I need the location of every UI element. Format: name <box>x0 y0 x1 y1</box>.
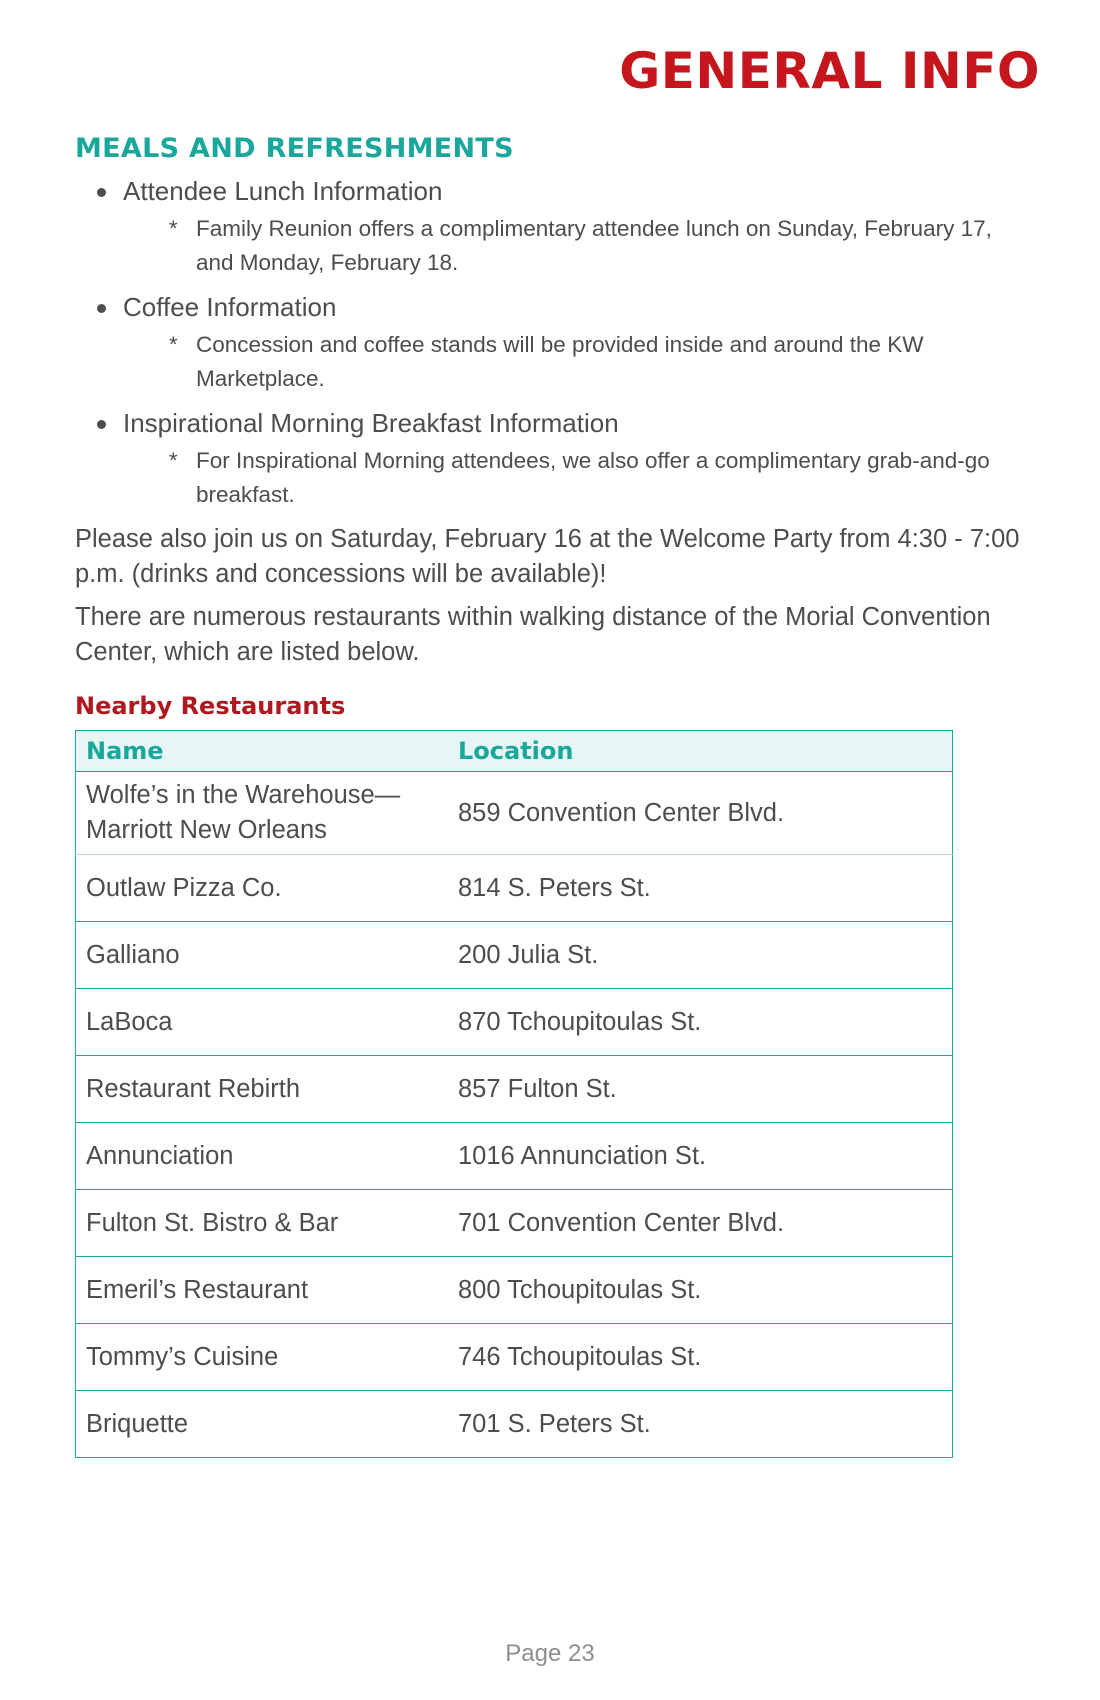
restaurants-table <box>75 730 953 1458</box>
table-row <box>76 1123 953 1190</box>
bullet-label: Coffee Information <box>123 292 337 322</box>
sub-note-text: Concession and coffee stands will be provided inside and around the KW Marketplace. <box>196 332 924 391</box>
column-header-location: Location <box>448 731 953 772</box>
bullet-label: Attendee Lunch Information <box>123 176 443 206</box>
welcome-party-paragraph: Please also join us on Saturday, February 16 at the Welcome Party from 4:30 - 7:00 p.m. (drinks and concessions will be available)! <box>75 525 1020 588</box>
table-row <box>76 1190 953 1257</box>
info-bullet-list <box>75 174 1020 512</box>
restaurant-name: Briquette <box>76 1391 449 1458</box>
restaurant-location: 701 Convention Center Blvd. <box>448 1190 953 1257</box>
restaurant-location: 814 S. Peters St. <box>448 855 953 922</box>
restaurant-location: 1016 Annunciation St. <box>448 1123 953 1190</box>
restaurant-name: Restaurant Rebirth <box>76 1056 449 1123</box>
page-number: Page 23 <box>505 1640 595 1667</box>
column-header-name: Name <box>76 731 449 772</box>
restaurant-name: LaBoca <box>76 989 449 1056</box>
list-item <box>75 406 1020 512</box>
restaurant-location: 200 Julia St. <box>448 922 953 989</box>
asterisk-icon: * <box>169 448 178 473</box>
restaurants-heading: Nearby Restaurants <box>75 692 346 720</box>
table-row <box>76 922 953 989</box>
restaurant-location: 857 Fulton St. <box>448 1056 953 1123</box>
asterisk-icon: * <box>169 332 178 357</box>
restaurant-name: Galliano <box>76 922 449 989</box>
table-row <box>76 1324 953 1391</box>
asterisk-icon: * <box>169 216 178 241</box>
restaurant-name: Wolfe’s in the Warehouse—Marriott New Orleans <box>76 772 449 855</box>
sub-note <box>123 212 1020 280</box>
sub-note <box>123 444 1020 512</box>
restaurant-name: Fulton St. Bistro & Bar <box>76 1190 449 1257</box>
restaurant-name: Outlaw Pizza Co. <box>76 855 449 922</box>
restaurant-name: Tommy’s Cuisine <box>76 1324 449 1391</box>
section-heading: MEALS AND REFRESHMENTS <box>75 133 514 164</box>
table-row <box>76 1056 953 1123</box>
page-title: GENERAL INFO <box>619 42 1040 100</box>
restaurant-location: 870 Tchoupitoulas St. <box>448 989 953 1056</box>
restaurant-location: 800 Tchoupitoulas St. <box>448 1257 953 1324</box>
content-area <box>75 133 1020 1458</box>
bullet-icon <box>97 420 106 429</box>
table-header-row <box>76 731 953 772</box>
table-row <box>76 855 953 922</box>
bullet-label: Inspirational Morning Breakfast Information <box>123 408 619 438</box>
list-item <box>75 174 1020 280</box>
list-item <box>75 290 1020 396</box>
restaurant-name: Emeril’s Restaurant <box>76 1257 449 1324</box>
bullet-icon <box>97 188 106 197</box>
restaurant-location: 701 S. Peters St. <box>448 1391 953 1458</box>
restaurant-name: Annunciation <box>76 1123 449 1190</box>
table-row <box>76 1391 953 1458</box>
sub-note <box>123 328 1020 396</box>
restaurant-location: 859 Convention Center Blvd. <box>448 772 953 855</box>
sub-note-text: Family Reunion offers a complimentary attendee lunch on Sunday, February 17, and Monday, February 18. <box>196 216 992 275</box>
table-row <box>76 989 953 1056</box>
table-row <box>76 772 953 855</box>
bullet-icon <box>97 304 106 313</box>
restaurants-intro-paragraph: There are numerous restaurants within walking distance of the Morial Convention Center, which are listed below. <box>75 603 991 666</box>
restaurant-location: 746 Tchoupitoulas St. <box>448 1324 953 1391</box>
sub-note-text: For Inspirational Morning attendees, we also offer a complimentary grab-and-go breakfast. <box>196 448 990 507</box>
table-row <box>76 1257 953 1324</box>
